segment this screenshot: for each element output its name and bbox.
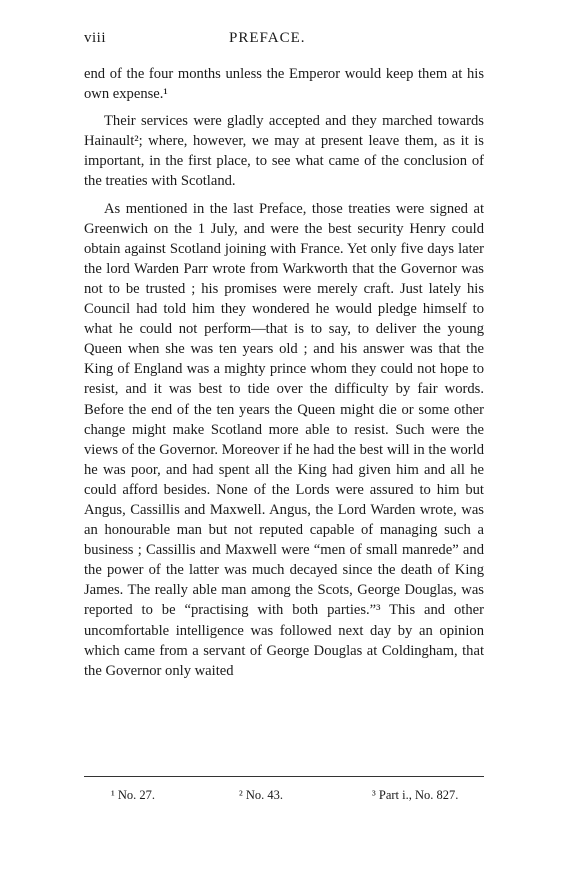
paragraph-2: Their services were gladly accepted and they marched towards Hainault²; where, however, we may at present leave them, as it is important, in the first place, to see what came of the conclusion of the treaties with Scotland.	[84, 113, 484, 190]
footnote-3: ³ Part i., No. 827.	[372, 788, 459, 802]
footnote-2: ² No. 43.	[239, 788, 284, 802]
footnote-1: ¹ No. 27.	[111, 788, 156, 802]
paragraph-1: end of the four months unless the Emperor would keep them at his own expense.¹	[84, 66, 484, 103]
page-header	[84, 30, 484, 50]
paragraph-3: As mentioned in the last Preface, those treaties were signed at Greenwich on the 1 July, and were the best security Henry could obtain against Scotland joining with France. Yet only five days later the lord Warden Parr wrote from Warkworth that the Governor was not to be trusted ; his promises were merely craft. Just lately his Council had told him they wondered he would pledge himself to what he could not perform—that is to say, to deliver the young Queen when she was ten years old ; and his answer was that the King of England was a mighty prince whom they could not hope to resist, and it was best to tide over the difficulty by fair words. Before the end of the ten years the Queen might die or some other change might make Scotland more able to resist. Such were the views of the Governor. Moreover if he had the best will in the world he was poor, and had spent all the King had given him and all he could afford besides. None of the Lords were assured to him but Angus, Cassillis and Maxwell. Angus, the Lord Warden wrote, was an honourable man but not reputed capable of managing such a business ; Cassillis and Maxwell were “men of small manrede” and the power of the latter was much decayed since the death of King James. The really able man among the Scots, George Douglas, was reported to be “practising with both parties.”³ This and other uncomfortable intelligence was followed next day by an opinion which came from a servant of George Douglas at Coldingham, that the Governor only waited	[84, 200, 484, 679]
page-number: viii	[84, 30, 107, 46]
body-text	[84, 64, 484, 688]
footnote-rule	[84, 776, 484, 777]
footnotes	[84, 788, 484, 806]
running-head: PREFACE.	[229, 30, 306, 46]
